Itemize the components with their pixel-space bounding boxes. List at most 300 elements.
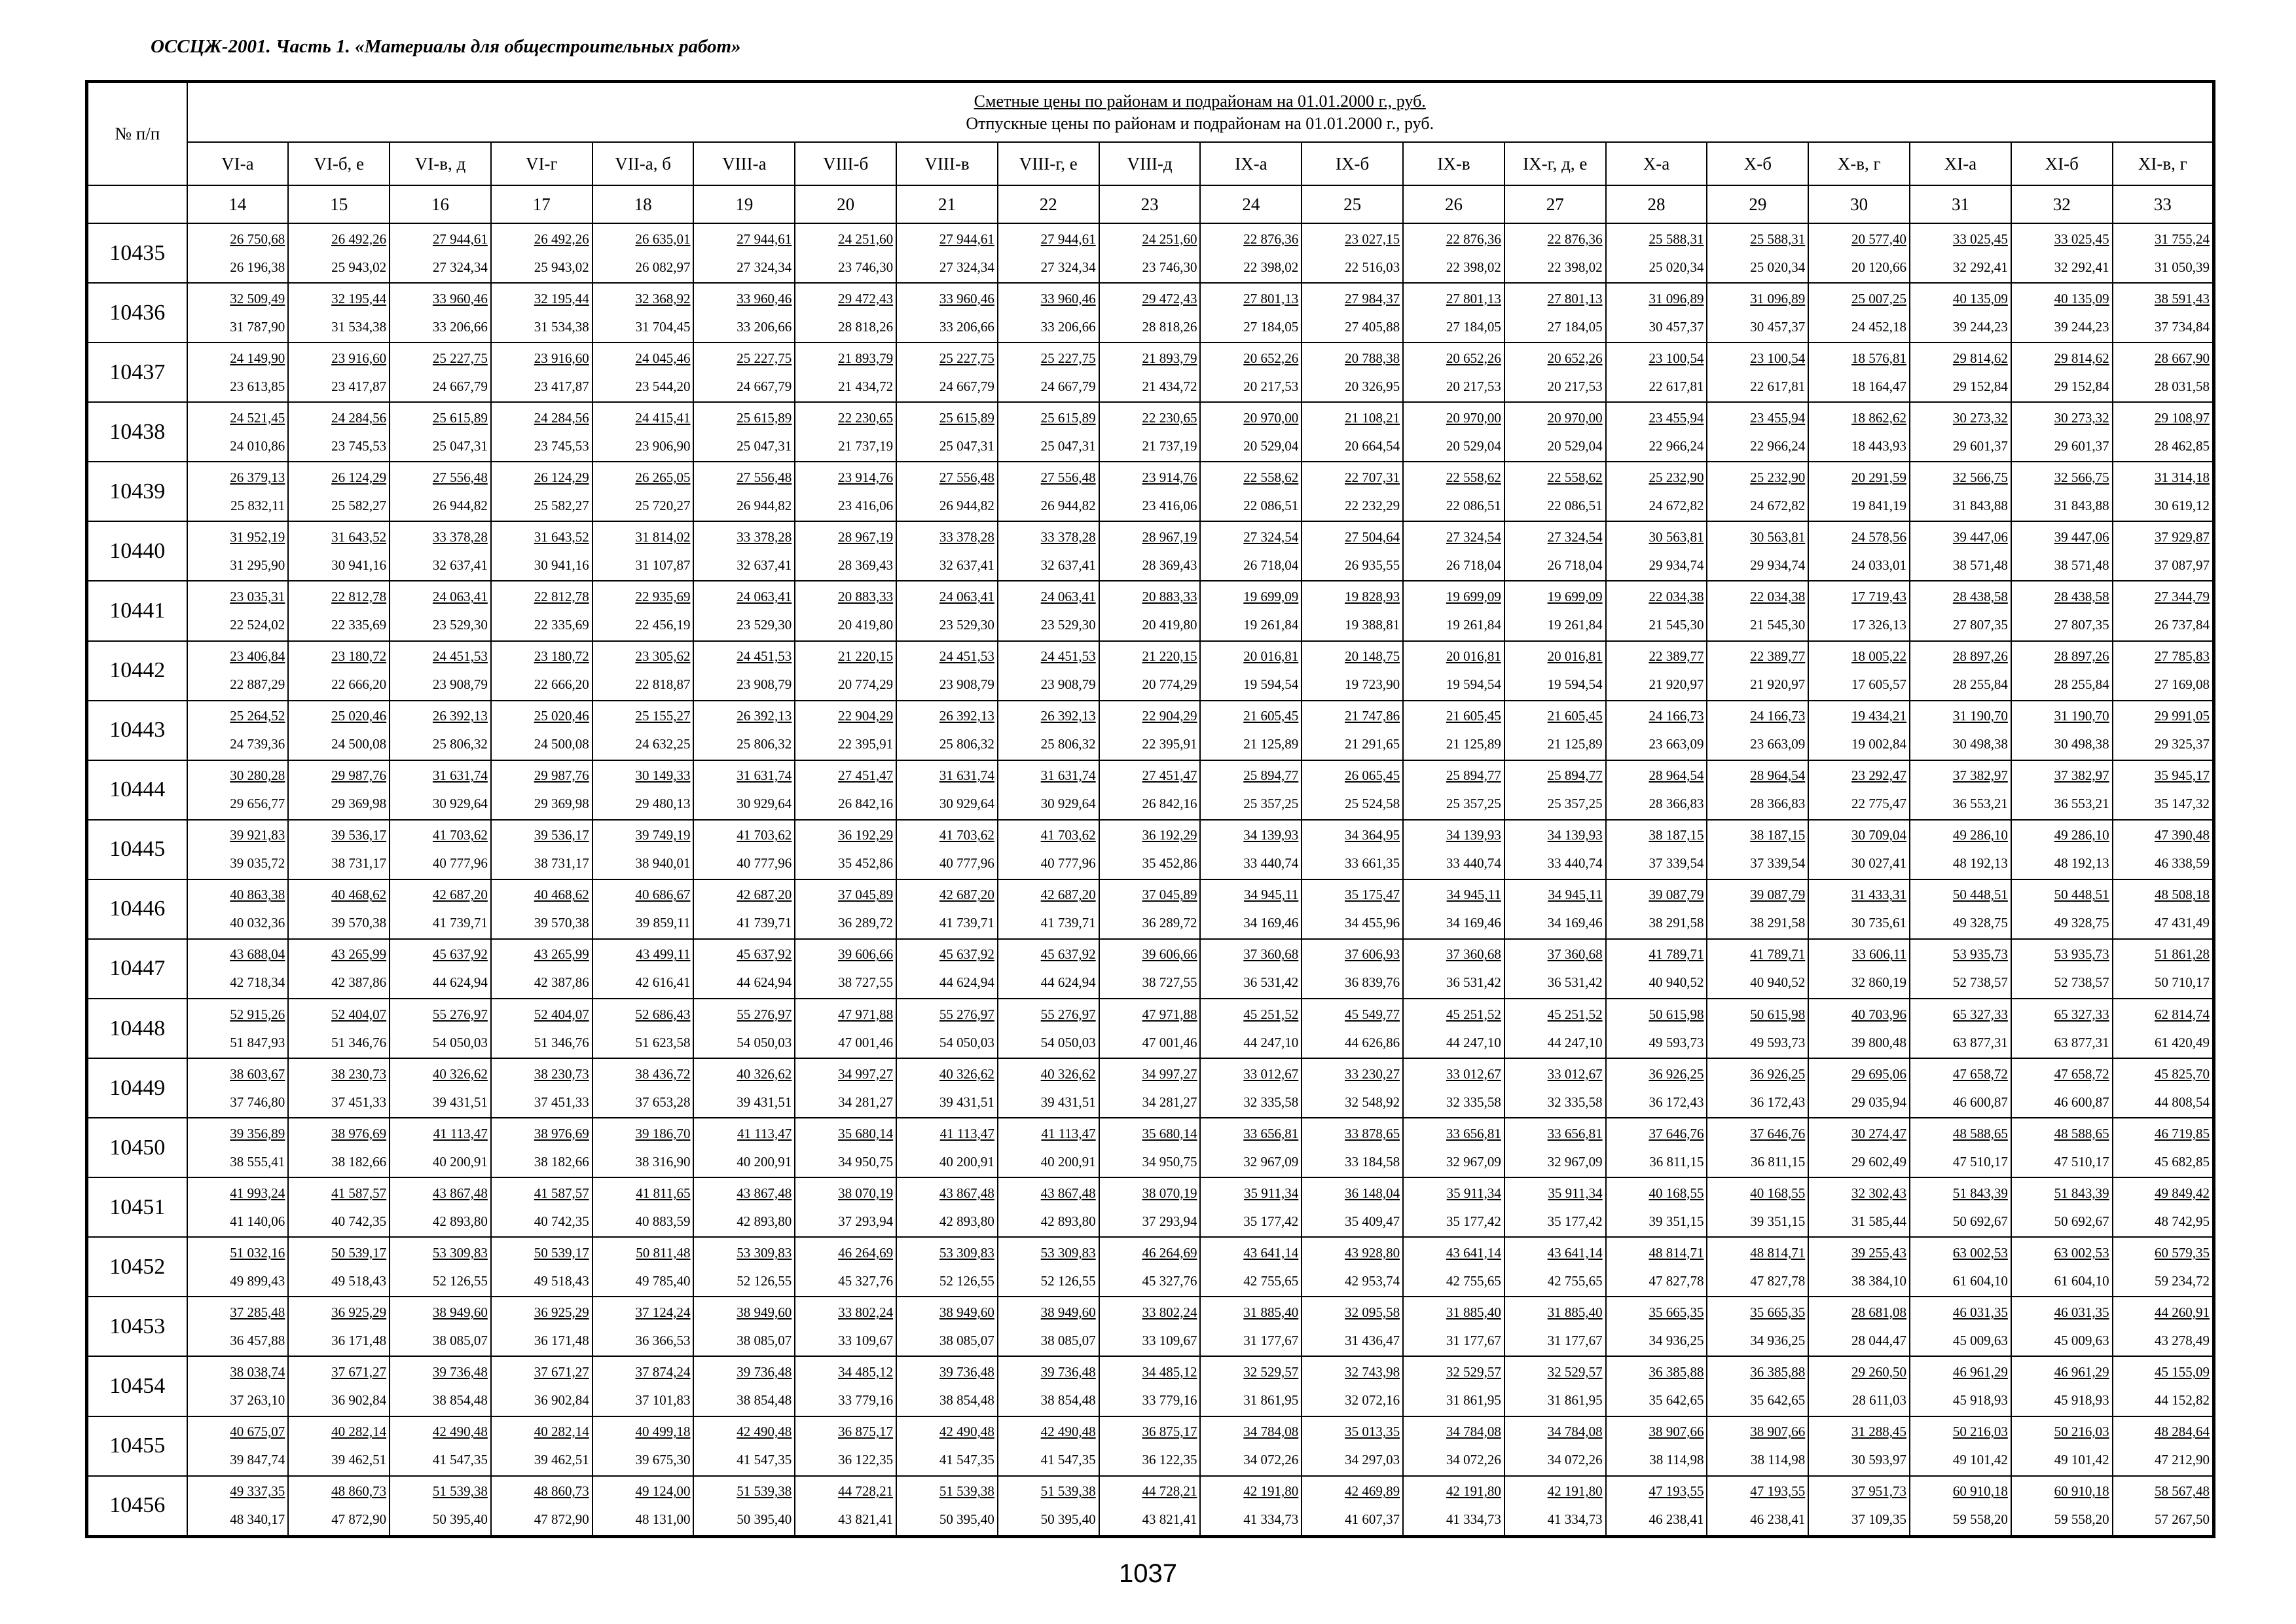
table-row bbox=[87, 283, 2214, 342]
release-price: 19 841,19 bbox=[1851, 497, 1907, 513]
release-price: 47 431,49 bbox=[2155, 915, 2210, 931]
estimate-price: 24 578,56 bbox=[1851, 528, 1907, 545]
price-cell bbox=[1099, 1476, 1201, 1537]
estimate-price: 34 139,93 bbox=[1446, 827, 1501, 843]
row-id: 10451 bbox=[87, 1177, 187, 1237]
release-price: 35 177,42 bbox=[1547, 1213, 1603, 1229]
release-price: 19 594,54 bbox=[1243, 676, 1299, 693]
district-header: IX-б bbox=[1302, 142, 1403, 185]
estimate-price: 32 529,57 bbox=[1547, 1364, 1603, 1380]
price-cell bbox=[2113, 402, 2214, 462]
release-price: 25 943,02 bbox=[534, 259, 589, 275]
estimate-price: 39 921,83 bbox=[230, 827, 285, 843]
price-cell bbox=[1707, 342, 1808, 402]
estimate-price: 29 814,62 bbox=[2054, 350, 2109, 366]
price-cell bbox=[1707, 760, 1808, 820]
estimate-price: 60 910,18 bbox=[2054, 1483, 2109, 1500]
price-cell bbox=[1707, 1058, 1808, 1118]
column-number: 20 bbox=[795, 185, 896, 223]
price-cell bbox=[592, 1177, 694, 1237]
estimate-price: 28 967,19 bbox=[838, 528, 894, 545]
release-price: 20 664,54 bbox=[1345, 437, 1400, 454]
estimate-price: 33 025,45 bbox=[2054, 231, 2109, 247]
price-cell bbox=[2113, 939, 2214, 999]
estimate-price: 53 935,73 bbox=[1952, 946, 2008, 963]
estimate-price: 31 885,40 bbox=[1446, 1304, 1501, 1320]
release-price: 27 807,35 bbox=[1952, 617, 2008, 633]
price-cell bbox=[390, 641, 491, 701]
release-price: 44 624,94 bbox=[737, 974, 792, 991]
table-row bbox=[87, 521, 2214, 581]
estimate-price: 28 964,54 bbox=[1750, 767, 1806, 784]
estimate-price: 52 404,07 bbox=[331, 1006, 387, 1022]
release-price: 38 854,48 bbox=[737, 1392, 792, 1409]
release-price: 19 261,84 bbox=[1243, 617, 1299, 633]
estimate-price: 33 606,11 bbox=[1851, 946, 1907, 963]
estimate-price: 37 382,97 bbox=[1952, 767, 2008, 784]
release-price: 26 737,84 bbox=[2155, 617, 2210, 633]
price-cell bbox=[1403, 760, 1504, 820]
release-price: 33 109,67 bbox=[1142, 1332, 1197, 1348]
release-price: 36 171,48 bbox=[534, 1332, 589, 1348]
estimate-price: 43 265,99 bbox=[534, 946, 589, 963]
estimate-price: 60 910,18 bbox=[1952, 1483, 2008, 1500]
release-price: 34 950,75 bbox=[838, 1153, 894, 1170]
price-cell bbox=[1403, 1476, 1504, 1537]
row-id: 10440 bbox=[87, 521, 187, 581]
price-cell bbox=[491, 1476, 592, 1537]
price-cell bbox=[1606, 1476, 1707, 1537]
release-price: 57 267,50 bbox=[2155, 1511, 2210, 1528]
price-cell bbox=[1910, 641, 2011, 701]
estimate-price: 50 216,03 bbox=[2054, 1424, 2109, 1440]
estimate-price: 30 273,32 bbox=[1952, 409, 2008, 426]
estimate-price: 23 914,76 bbox=[1142, 469, 1197, 485]
release-price: 23 417,87 bbox=[534, 378, 589, 394]
release-price: 44 624,94 bbox=[939, 974, 994, 991]
column-number: 15 bbox=[288, 185, 390, 223]
estimate-price: 30 274,47 bbox=[1851, 1125, 1907, 1141]
price-cell bbox=[1504, 521, 1606, 581]
estimate-price: 33 802,24 bbox=[1142, 1304, 1197, 1320]
estimate-price: 20 652,26 bbox=[1547, 350, 1603, 366]
price-cell bbox=[896, 999, 998, 1058]
estimate-price: 25 232,90 bbox=[1649, 469, 1704, 485]
price-cell bbox=[998, 1297, 1099, 1356]
price-cell bbox=[1910, 1177, 2011, 1237]
release-price: 31 107,87 bbox=[635, 557, 691, 573]
release-price: 26 718,04 bbox=[1547, 557, 1603, 573]
release-price: 40 777,96 bbox=[939, 855, 994, 872]
estimate-price: 33 960,46 bbox=[1040, 290, 1096, 306]
release-price: 40 883,59 bbox=[635, 1213, 691, 1229]
price-cell bbox=[2011, 939, 2113, 999]
estimate-price: 39 606,66 bbox=[1142, 946, 1197, 963]
estimate-price: 18 576,81 bbox=[1851, 350, 1907, 366]
price-cell bbox=[1200, 1416, 1302, 1476]
estimate-price: 41 703,62 bbox=[432, 827, 488, 843]
row-number-header: № п/п bbox=[87, 82, 187, 186]
release-price: 28 462,85 bbox=[2155, 437, 2210, 454]
price-cell bbox=[896, 402, 998, 462]
estimate-price: 22 935,69 bbox=[635, 589, 691, 604]
release-price: 38 291,58 bbox=[1649, 915, 1704, 931]
row-id: 10453 bbox=[87, 1297, 187, 1356]
release-price: 38 727,55 bbox=[838, 974, 894, 991]
price-cell bbox=[1099, 1237, 1201, 1297]
release-price: 34 297,03 bbox=[1345, 1452, 1400, 1468]
price-cell bbox=[1302, 581, 1403, 640]
release-price: 52 126,55 bbox=[432, 1272, 488, 1289]
price-cell bbox=[1504, 1118, 1606, 1177]
price-cell bbox=[2011, 1476, 2113, 1537]
price-cell bbox=[1504, 1297, 1606, 1356]
price-cell bbox=[1504, 581, 1606, 640]
release-price: 28 044,47 bbox=[1851, 1332, 1907, 1348]
estimate-price: 38 603,67 bbox=[230, 1065, 285, 1082]
price-cell bbox=[1910, 1356, 2011, 1416]
price-cell bbox=[491, 1118, 592, 1177]
estimate-price: 27 801,13 bbox=[1243, 290, 1299, 306]
price-cell bbox=[1200, 1356, 1302, 1416]
release-price: 37 746,80 bbox=[230, 1094, 285, 1110]
price-cell bbox=[1302, 879, 1403, 939]
estimate-price: 20 016,81 bbox=[1243, 648, 1299, 665]
column-number: 21 bbox=[896, 185, 998, 223]
price-cell bbox=[2113, 462, 2214, 521]
price-cell bbox=[693, 1118, 795, 1177]
estimate-price: 22 876,36 bbox=[1446, 231, 1501, 247]
estimate-price: 38 070,19 bbox=[838, 1185, 894, 1201]
estimate-price: 39 447,06 bbox=[1952, 528, 2008, 545]
release-price: 31 534,38 bbox=[331, 318, 387, 335]
price-cell bbox=[998, 820, 1099, 879]
release-price: 39 431,51 bbox=[939, 1094, 994, 1110]
price-cell bbox=[896, 641, 998, 701]
price-cell bbox=[693, 342, 795, 402]
district-header: X-а bbox=[1606, 142, 1707, 185]
price-cell bbox=[1200, 999, 1302, 1058]
release-price: 26 842,16 bbox=[838, 796, 894, 812]
estimate-price: 39 087,79 bbox=[1750, 887, 1806, 903]
price-cell bbox=[491, 283, 592, 342]
estimate-price: 39 736,48 bbox=[1040, 1364, 1096, 1380]
release-price: 44 624,94 bbox=[1040, 974, 1096, 991]
release-price: 39 570,38 bbox=[534, 915, 589, 931]
row-id: 10441 bbox=[87, 581, 187, 640]
release-price: 21 125,89 bbox=[1243, 736, 1299, 752]
release-price: 38 182,66 bbox=[331, 1153, 387, 1170]
estimate-price: 24 063,41 bbox=[432, 589, 488, 604]
estimate-price: 27 944,61 bbox=[939, 231, 994, 247]
row-id: 10437 bbox=[87, 342, 187, 402]
price-cell bbox=[1707, 1297, 1808, 1356]
release-price: 46 600,87 bbox=[1952, 1094, 2008, 1110]
price-cell bbox=[2113, 1058, 2214, 1118]
price-cell bbox=[288, 1118, 390, 1177]
price-cell bbox=[187, 1058, 289, 1118]
release-price: 23 746,30 bbox=[838, 259, 894, 275]
estimate-price: 41 811,65 bbox=[636, 1185, 691, 1201]
estimate-price: 51 539,38 bbox=[737, 1483, 792, 1500]
release-price: 29 152,84 bbox=[1952, 378, 2008, 394]
estimate-price: 33 960,46 bbox=[939, 290, 994, 306]
price-cell bbox=[288, 1237, 390, 1297]
price-cell bbox=[1808, 1177, 1910, 1237]
table-row bbox=[87, 879, 2214, 939]
estimate-price: 48 588,65 bbox=[1952, 1125, 2008, 1141]
release-price: 45 682,85 bbox=[2155, 1153, 2210, 1170]
release-price: 63 877,31 bbox=[1952, 1034, 2008, 1050]
estimate-price: 40 468,62 bbox=[331, 887, 387, 903]
estimate-price: 35 665,35 bbox=[1750, 1304, 1806, 1320]
price-cell bbox=[1606, 1297, 1707, 1356]
release-price: 45 009,63 bbox=[2054, 1332, 2109, 1348]
estimate-price: 34 784,08 bbox=[1446, 1424, 1501, 1440]
release-price: 39 462,51 bbox=[534, 1452, 589, 1468]
estimate-price: 53 309,83 bbox=[1040, 1244, 1096, 1261]
release-price: 25 943,02 bbox=[331, 259, 387, 275]
price-cell bbox=[1099, 760, 1201, 820]
row-id: 10435 bbox=[87, 223, 187, 283]
price-cell bbox=[1504, 1237, 1606, 1297]
price-cell bbox=[693, 760, 795, 820]
release-price: 28 366,83 bbox=[1649, 796, 1704, 812]
price-cell bbox=[288, 820, 390, 879]
price-cell bbox=[592, 1356, 694, 1416]
release-price: 35 177,42 bbox=[1243, 1213, 1299, 1229]
release-price: 33 779,16 bbox=[838, 1392, 894, 1409]
release-price: 43 278,49 bbox=[2155, 1332, 2210, 1348]
price-cell bbox=[2011, 1297, 2113, 1356]
estimate-price: 25 227,75 bbox=[737, 350, 792, 366]
release-price: 47 827,78 bbox=[1649, 1272, 1704, 1289]
column-number: 31 bbox=[1910, 185, 2011, 223]
price-cell bbox=[1707, 223, 1808, 283]
release-price: 20 217,53 bbox=[1243, 378, 1299, 394]
row-id: 10439 bbox=[87, 462, 187, 521]
price-cell bbox=[187, 1476, 289, 1537]
release-price: 29 934,74 bbox=[1750, 557, 1806, 573]
running-head: ОССЦЖ-2001. Часть 1. «Материалы для общестроительных работ» bbox=[151, 36, 741, 57]
price-cell bbox=[998, 1356, 1099, 1416]
estimate-price: 40 326,62 bbox=[939, 1065, 994, 1082]
estimate-price: 35 680,14 bbox=[838, 1125, 894, 1141]
estimate-price: 34 364,95 bbox=[1345, 827, 1400, 843]
release-price: 31 843,88 bbox=[2054, 497, 2109, 513]
price-cell bbox=[1504, 999, 1606, 1058]
estimate-price: 27 324,54 bbox=[1547, 528, 1603, 545]
price-cell bbox=[1099, 1177, 1201, 1237]
price-cell bbox=[1707, 283, 1808, 342]
price-cell bbox=[998, 879, 1099, 939]
price-cell bbox=[491, 1416, 592, 1476]
release-price: 23 908,79 bbox=[1040, 676, 1096, 693]
release-price: 39 351,15 bbox=[1649, 1213, 1704, 1229]
estimate-price: 38 949,60 bbox=[432, 1304, 488, 1320]
price-cell bbox=[1504, 641, 1606, 701]
release-price: 21 545,30 bbox=[1750, 617, 1806, 633]
price-cell bbox=[1099, 999, 1201, 1058]
release-price: 32 292,41 bbox=[1952, 259, 2008, 275]
estimate-price: 41 587,57 bbox=[534, 1185, 589, 1201]
price-cell bbox=[1808, 641, 1910, 701]
estimate-price: 37 360,68 bbox=[1547, 946, 1603, 963]
price-cell bbox=[998, 581, 1099, 640]
column-number: 25 bbox=[1302, 185, 1403, 223]
release-price: 50 395,40 bbox=[432, 1511, 488, 1528]
release-price: 52 126,55 bbox=[1040, 1272, 1096, 1289]
release-price: 22 818,87 bbox=[635, 676, 691, 693]
price-cell bbox=[1403, 521, 1504, 581]
release-price: 24 452,18 bbox=[1851, 318, 1907, 335]
release-price: 40 742,35 bbox=[534, 1213, 589, 1229]
price-cell bbox=[1808, 581, 1910, 640]
estimate-price: 53 309,83 bbox=[737, 1244, 792, 1261]
release-price: 38 316,90 bbox=[635, 1153, 691, 1170]
estimate-price: 20 970,00 bbox=[1547, 409, 1603, 426]
price-cell bbox=[1099, 641, 1201, 701]
release-price: 33 206,66 bbox=[939, 318, 994, 335]
estimate-price: 33 878,65 bbox=[1345, 1125, 1400, 1141]
price-cell bbox=[1910, 1237, 2011, 1297]
price-cell bbox=[187, 760, 289, 820]
estimate-price: 50 811,48 bbox=[636, 1244, 691, 1261]
estimate-price: 46 961,29 bbox=[1952, 1364, 2008, 1380]
estimate-price: 65 327,33 bbox=[2054, 1006, 2109, 1022]
release-price: 31 861,95 bbox=[1446, 1392, 1501, 1409]
estimate-price: 51 843,39 bbox=[2054, 1185, 2109, 1201]
price-cell bbox=[491, 641, 592, 701]
release-price: 32 637,41 bbox=[432, 557, 488, 573]
estimate-price: 40 686,67 bbox=[635, 887, 691, 903]
row-id: 10452 bbox=[87, 1237, 187, 1297]
price-cell bbox=[795, 1476, 896, 1537]
district-header: XI-в, г bbox=[2113, 142, 2214, 185]
release-price: 42 755,65 bbox=[1446, 1272, 1501, 1289]
price-cell bbox=[693, 283, 795, 342]
release-price: 21 434,72 bbox=[838, 378, 894, 394]
estimate-price: 34 784,08 bbox=[1243, 1424, 1299, 1440]
estimate-price: 24 063,41 bbox=[737, 589, 792, 604]
price-cell bbox=[1808, 1118, 1910, 1177]
estimate-price: 35 911,34 bbox=[1446, 1185, 1501, 1201]
price-cell bbox=[390, 223, 491, 283]
release-price: 59 558,20 bbox=[2054, 1511, 2109, 1528]
estimate-price: 27 801,13 bbox=[1547, 290, 1603, 306]
price-cell bbox=[2113, 521, 2214, 581]
release-price: 36 289,72 bbox=[838, 915, 894, 931]
price-cell bbox=[491, 462, 592, 521]
release-price: 30 941,16 bbox=[331, 557, 387, 573]
release-price: 35 452,86 bbox=[838, 855, 894, 872]
price-cell bbox=[795, 1058, 896, 1118]
release-price: 44 247,10 bbox=[1243, 1034, 1299, 1050]
estimate-price: 37 929,87 bbox=[2155, 528, 2210, 545]
release-price: 26 935,55 bbox=[1345, 557, 1400, 573]
price-cell bbox=[1606, 521, 1707, 581]
release-price: 48 742,95 bbox=[2155, 1213, 2210, 1229]
estimate-price: 41 113,47 bbox=[939, 1125, 994, 1141]
release-price: 32 860,19 bbox=[1851, 974, 1907, 991]
estimate-price: 53 309,83 bbox=[939, 1244, 994, 1261]
release-price: 38 114,98 bbox=[1649, 1452, 1704, 1468]
estimate-price: 30 280,28 bbox=[230, 767, 285, 784]
price-cell bbox=[1910, 999, 2011, 1058]
estimate-price: 26 379,13 bbox=[230, 469, 285, 485]
price-cell bbox=[2113, 1237, 2214, 1297]
estimate-price: 41 789,71 bbox=[1649, 946, 1704, 963]
row-id: 10444 bbox=[87, 760, 187, 820]
release-price: 31 436,47 bbox=[1345, 1332, 1400, 1348]
estimate-price: 21 747,86 bbox=[1345, 708, 1400, 724]
column-number: 32 bbox=[2011, 185, 2113, 223]
release-price: 52 738,57 bbox=[2054, 974, 2109, 991]
estimate-price: 33 656,81 bbox=[1243, 1125, 1299, 1141]
release-price: 31 787,90 bbox=[230, 318, 285, 335]
estimate-price: 20 148,75 bbox=[1345, 648, 1400, 665]
release-price: 45 918,93 bbox=[2054, 1392, 2109, 1409]
column-number: 33 bbox=[2113, 185, 2214, 223]
price-cell bbox=[1707, 820, 1808, 879]
price-cell bbox=[1808, 701, 1910, 760]
release-price: 52 126,55 bbox=[939, 1272, 994, 1289]
release-price: 36 839,76 bbox=[1345, 974, 1400, 991]
estimate-price: 39 356,89 bbox=[230, 1125, 285, 1141]
price-cell bbox=[1403, 342, 1504, 402]
estimate-price: 25 615,89 bbox=[737, 409, 792, 426]
release-price: 40 200,91 bbox=[939, 1153, 994, 1170]
release-price: 38 571,48 bbox=[2054, 557, 2109, 573]
estimate-price: 31 643,52 bbox=[534, 528, 589, 545]
price-cell bbox=[390, 462, 491, 521]
price-cell bbox=[795, 1416, 896, 1476]
row-id: 10456 bbox=[87, 1476, 187, 1537]
release-price: 47 872,90 bbox=[534, 1511, 589, 1528]
release-price: 24 033,01 bbox=[1851, 557, 1907, 573]
estimate-price: 42 687,20 bbox=[432, 887, 488, 903]
row-id: 10443 bbox=[87, 701, 187, 760]
release-price: 21 125,89 bbox=[1446, 736, 1501, 752]
price-cell bbox=[896, 1058, 998, 1118]
price-cell bbox=[1099, 820, 1201, 879]
release-price: 18 164,47 bbox=[1851, 378, 1907, 394]
price-cell bbox=[1302, 283, 1403, 342]
estimate-price: 26 492,26 bbox=[331, 231, 387, 247]
price-cell bbox=[1910, 701, 2011, 760]
estimate-price: 40 135,09 bbox=[1952, 290, 2008, 306]
price-table-title bbox=[187, 82, 2214, 143]
price-cell bbox=[1302, 521, 1403, 581]
release-price: 37 339,54 bbox=[1750, 855, 1806, 872]
estimate-price: 19 699,09 bbox=[1243, 589, 1299, 604]
estimate-price: 20 016,81 bbox=[1547, 648, 1603, 665]
price-cell bbox=[592, 223, 694, 283]
estimate-price: 28 681,08 bbox=[1851, 1304, 1907, 1320]
estimate-price: 31 288,45 bbox=[1851, 1424, 1907, 1440]
release-price: 36 811,15 bbox=[1649, 1153, 1704, 1170]
price-cell bbox=[2113, 1416, 2214, 1476]
estimate-price: 21 220,15 bbox=[1142, 648, 1197, 665]
price-cell bbox=[896, 879, 998, 939]
estimate-price: 29 695,06 bbox=[1851, 1065, 1907, 1082]
release-price: 40 032,36 bbox=[230, 915, 285, 931]
estimate-price: 22 904,29 bbox=[838, 708, 894, 724]
estimate-price: 32 095,58 bbox=[1345, 1304, 1400, 1320]
price-cell bbox=[1910, 939, 2011, 999]
release-price: 50 395,40 bbox=[1040, 1511, 1096, 1528]
estimate-price: 29 260,50 bbox=[1851, 1364, 1907, 1380]
